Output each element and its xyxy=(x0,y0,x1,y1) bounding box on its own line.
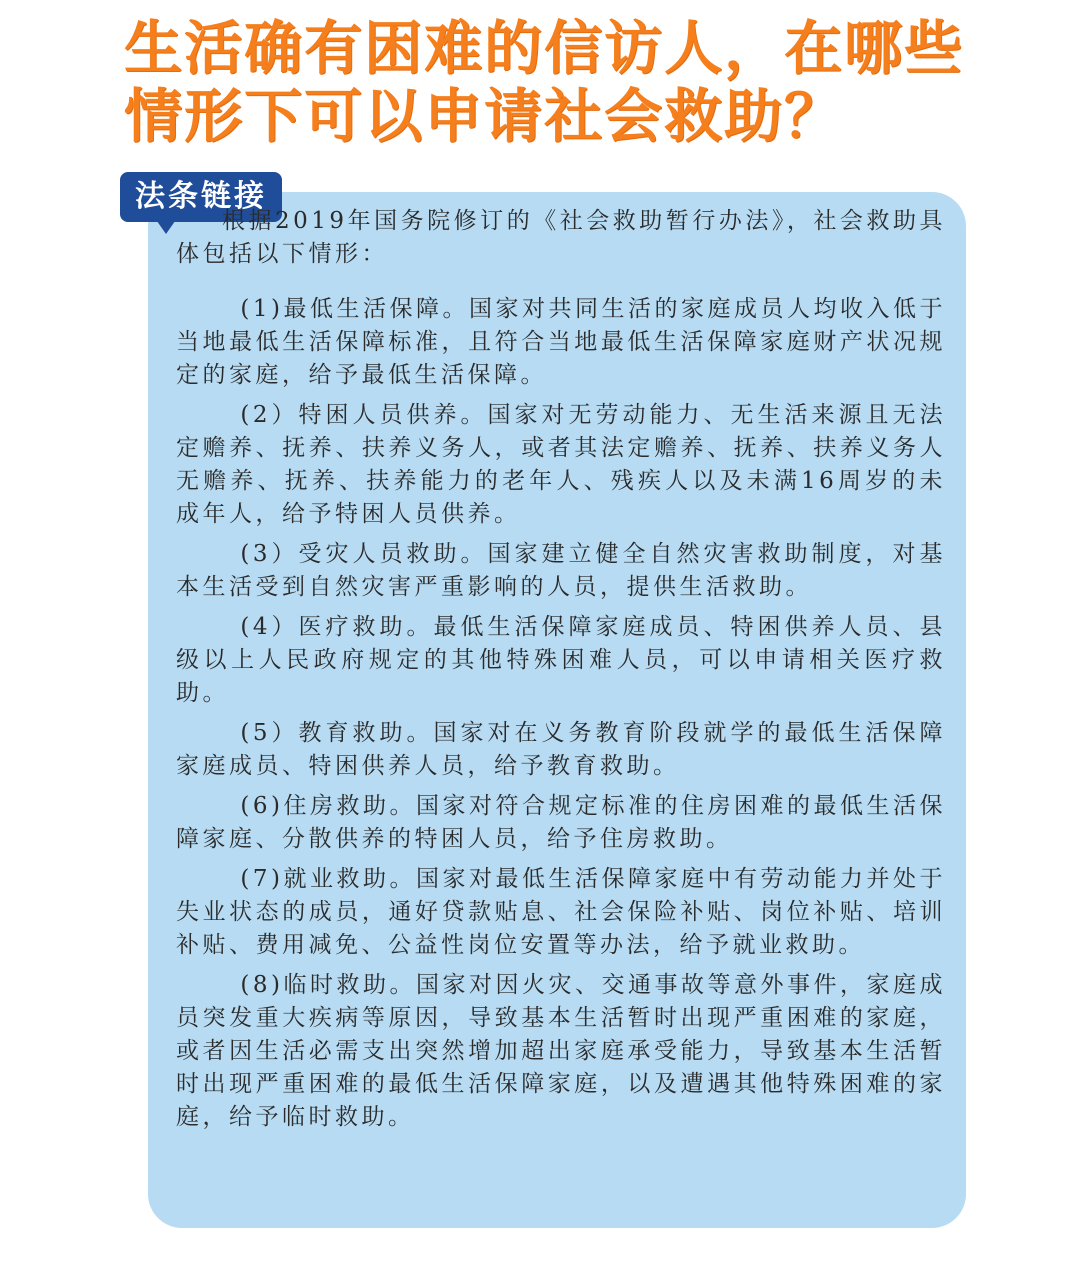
intro-paragraph: 根据2019年国务院修订的《社会救助暂行办法》，社会救助具体包括以下情形： xyxy=(176,208,946,267)
item-employment-assistance: (7)就业救助。国家对最低生活保障家庭中有劳动能力并处于失业状态的成员，通好贷款贴息、社会保险补贴、岗位补贴、培训补贴、费用减免、公益性岗位安置等办法，给予就业救助。 xyxy=(176,866,946,958)
item-minimum-living-security: (1)最低生活保障。国家对共同生活的家庭成员人均收入低于当地最低生活保障标准，且符合当地最低生活保障家庭财产状况规定的家庭，给予最低生活保障。 xyxy=(176,296,946,388)
item-temporary-assistance: (8)临时救助。国家对因火灾、交通事故等意外事件，家庭成员突发重大疾病等原因，导致基本生活暂时出现严重困难的家庭，或者因生活必需支出突然增加超出家庭承受能力，导致基本生活暂时出现严重困难的最低生活保障家庭，以及遭遇其他特殊困难的家庭，给予临时救助。 xyxy=(176,972,946,1130)
page-title: 生活确有困难的信访人，在哪些情形下可以申请社会救助？ xyxy=(124,14,965,150)
item-medical-assistance: (4）医疗救助。最低生活保障家庭成员、特困供养人员、县级以上人民政府规定的其他特殊困难人员，可以申请相关医疗救助。 xyxy=(176,614,946,706)
item-education-assistance: (5）教育救助。国家对在义务教育阶段就学的最低生活保障家庭成员、特困供养人员，给予教育救助。 xyxy=(176,720,946,779)
item-extremely-poor-support: (2）特困人员供养。国家对无劳动能力、无生活来源且无法定赡养、抚养、扶养义务人，或者其法定赡养、抚养、扶养义务人无赡养、抚养、扶养能力的老年人、残疾人以及未满16周岁的未成年人，给予特困人员供养。 xyxy=(176,402,946,527)
article-body xyxy=(176,205,946,1134)
section-tag: 法条链接 xyxy=(120,172,282,222)
item-housing-assistance: (6)住房救助。国家对符合规定标准的住房困难的最低生活保障家庭、分散供养的特困人员，给予住房救助。 xyxy=(176,793,946,852)
item-disaster-relief: (3）受灾人员救助。国家建立健全自然灾害救助制度，对基本生活受到自然灾害严重影响的人员，提供生活救助。 xyxy=(176,541,946,600)
